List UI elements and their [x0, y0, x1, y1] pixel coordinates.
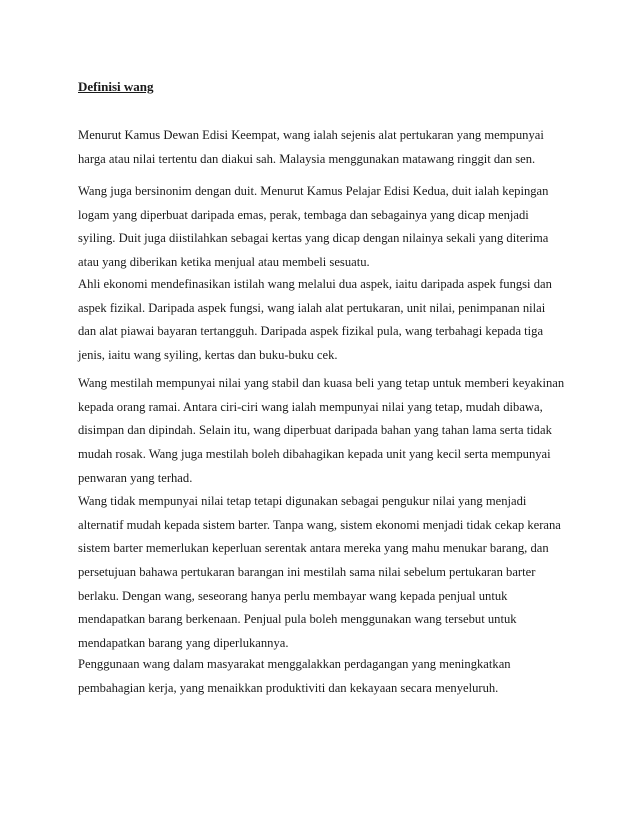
- text-line: alternatif mudah kepada sistem barter. Tanpa wang, sistem ekonomi menjadi tidak cekap kerana: [78, 517, 561, 532]
- text-line: Penggunaan wang dalam masyarakat menggalakkan perdagangan yang meningkatkan: [78, 657, 511, 671]
- text-line: syiling. Duit juga diistilahkan sebagai kertas yang dicap dengan nilainya sekali yang diterima: [78, 231, 549, 246]
- text-line: sistem barter memerlukan keperluan serentak antara mereka yang mahu menukar barang, dan: [78, 541, 549, 556]
- text-line: persetujuan bahawa pertukaran barangan ini mestilah sama nilai sebelum pertukaran barter: [78, 565, 536, 580]
- paragraph-barter: [78, 490, 568, 656]
- text-line: berlaku. Dengan wang, seseorang hanya perlu membayar wang kepada penjual untuk: [78, 588, 508, 603]
- text-line: kepada orang ramai. Antara ciri-ciri wang ialah mempunyai nilai yang tetap, mudah dibawa,: [78, 399, 543, 414]
- text-line: Wang juga bersinonim dengan duit. Menurut Kamus Pelajar Edisi Kedua, duit ialah kepingan: [78, 184, 549, 198]
- text-line: harga atau nilai tertentu dan diakui sah. Malaysia menggunakan matawang ringgit dan sen.: [78, 151, 536, 166]
- text-line: jenis, iaitu wang syiling, kertas dan buku-buku cek.: [78, 348, 338, 363]
- text-line: atau yang diberikan ketika menjual atau membeli sesuatu.: [78, 255, 370, 270]
- page-title: Definisi wang: [78, 79, 154, 94]
- text-line: mendapatkan barang yang diperlukannya.: [78, 636, 289, 651]
- paragraph-synonym: [78, 180, 568, 275]
- text-line: Wang mestilah mempunyai nilai yang stabil dan kuasa beli yang tetap untuk memberi keyakinan: [78, 376, 565, 390]
- text-line: mendapatkan barang berkenaan. Penjual pula boleh menggunakan wang tersebut untuk: [78, 612, 517, 627]
- text-line: mudah rosak. Wang juga mestilah boleh dibahagikan kepada unit yang kecil serta mempunyai: [78, 447, 551, 462]
- text-line: Ahli ekonomi mendefinasikan istilah wang melalui dua aspek, iaitu daripada aspek fungsi dan: [78, 277, 552, 291]
- text-line: logam yang diperbuat daripada emas, perak, tembaga dan sebagainya yang dicap menjadi: [78, 207, 529, 222]
- text-line: penwaran yang terhad.: [78, 470, 193, 485]
- text-line: Menurut Kamus Dewan Edisi Keempat, wang ialah sejenis alat pertukaran yang mempunyai: [78, 128, 544, 142]
- paragraph-economist-definition: [78, 273, 568, 368]
- paragraph-definition: [78, 124, 568, 171]
- text-line: aspek fizikal. Daripada aspek fungsi, wang ialah alat pertukaran, unit nilai, penimpanan nilai: [78, 300, 546, 315]
- paragraph-characteristics: [78, 372, 568, 490]
- text-line: Wang tidak mempunyai nilai tetap tetapi digunakan sebagai pengukur nilai yang menjadi: [78, 494, 527, 508]
- text-line: disimpan dan dipindah. Selain itu, wang diperbuat daripada bahan yang tahan lama serta tidak: [78, 423, 552, 438]
- text-line: pembahagian kerja, yang menaikkan produktiviti dan kekayaan secara menyeluruh.: [78, 680, 499, 695]
- text-line: dan alat piawai bayaran tertangguh. Daripada aspek fizikal pula, wang terbahagi kepada tiga: [78, 324, 544, 339]
- paragraph-usage: [78, 653, 568, 700]
